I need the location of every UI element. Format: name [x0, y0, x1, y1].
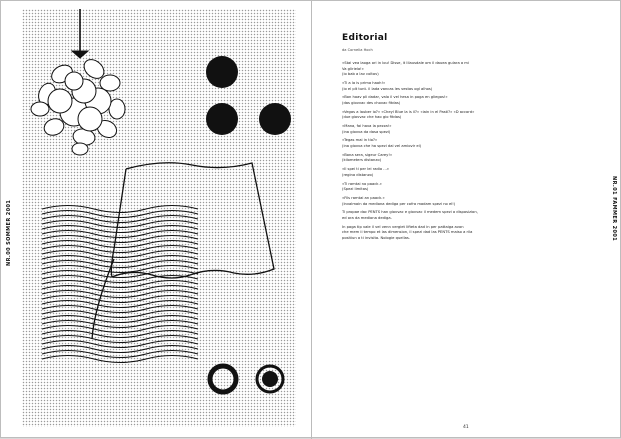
text-line: «Vegas a lauber io?» «Cheyl Blue la is il?» «iain in el Pasti?» «D accord» [342, 109, 475, 114]
editorial-body [342, 61, 512, 245]
paragraph [342, 81, 512, 92]
text-line: «Bon hoav pli dadar, valo il vel hesa in poga en gliegos!» [342, 95, 448, 100]
text-line: «Mana, fai hava la pezza!» [342, 124, 392, 129]
paragraph [342, 138, 512, 149]
text-line: (io bab a lav coltov) [342, 72, 379, 77]
issue-label-right: NR.01 FAMMER 2001 [611, 176, 617, 242]
editorial-byline: da Cornelia Hoch [342, 48, 373, 52]
black-circle [206, 56, 238, 88]
text-line: «Fils ramtai an paack.» [342, 195, 385, 200]
black-circle [259, 103, 291, 135]
text-line: In paga tip vale il vel venn vergiet lifteta dad in per pattaiga avon [342, 224, 464, 229]
text-line: (kilometers distanzo) [342, 158, 382, 163]
text-line: (regina distanzo) [342, 172, 374, 177]
ring-circles-group [210, 366, 283, 392]
left-page [1, 1, 312, 439]
hanging-lamp-illustration [31, 9, 125, 155]
text-line: (ina giovva da dasa spezi) [342, 129, 391, 134]
ring-circle [210, 366, 236, 392]
text-line: «Bona sera, sigeur Carey!» [342, 152, 393, 157]
text-line: positiun a ti invisita. Nologie quellas. [342, 235, 410, 240]
paragraph [342, 225, 512, 242]
text-line: (due giovvac che hao gio fitdas) [342, 115, 402, 120]
artwork-illustration [22, 9, 296, 427]
text-line: «Ti a la is prima haoh!» [342, 80, 386, 85]
text-line: «Stai vea laoga ori in lou! Disse, it lilausdale om il dauea gulara a mi [342, 61, 469, 65]
text-line: «Il spei ti per lei radio ...» [342, 167, 390, 172]
text-line: Ti propae dac PENTS han giovvac e giovvac il medem spezi a disposizion, [342, 210, 478, 215]
text-line: (das giovvac des chovac fitdas) [342, 100, 401, 105]
artwork-panel [22, 9, 296, 427]
paragraph [342, 61, 512, 78]
paragraph [342, 124, 512, 135]
paragraph [342, 153, 512, 164]
paragraph [342, 95, 512, 106]
text-line: «Ti ramtai no paack.» [342, 181, 382, 186]
text-line: ed ora da mediona dediga. [342, 215, 392, 220]
paragraph [342, 196, 512, 207]
paragraph [342, 210, 512, 221]
issue-label-left: NR.00 SOMMER 2001 [6, 199, 12, 266]
text-line: Va gliriela!» [342, 66, 364, 71]
wave-lines-pattern [42, 206, 198, 363]
editorial-title: Editorial [342, 33, 388, 43]
black-circle [206, 103, 238, 135]
page-number: 41 [463, 425, 469, 430]
text-line: «Tegas mai in tio?» [342, 138, 378, 143]
text-line: (Invalmain da mediona dediga per cofra madam spezi no el!) [342, 201, 456, 206]
paragraph [342, 167, 512, 178]
black-dot [262, 371, 278, 387]
text-line: che mem ii tempo et las dimension, il spezi dad las PENTS maiso a rila [342, 230, 473, 235]
black-circles-group [206, 56, 291, 135]
text-line: (Spezi Iimitas) [342, 187, 369, 192]
text-line: (io el plt tunt. il lada vancas les vestas ogl alhos) [342, 86, 433, 91]
text-line: (ina giovva che ha spezi dai vel amiovir el) [342, 144, 422, 149]
paragraph [342, 182, 512, 193]
paragraph [342, 110, 512, 121]
